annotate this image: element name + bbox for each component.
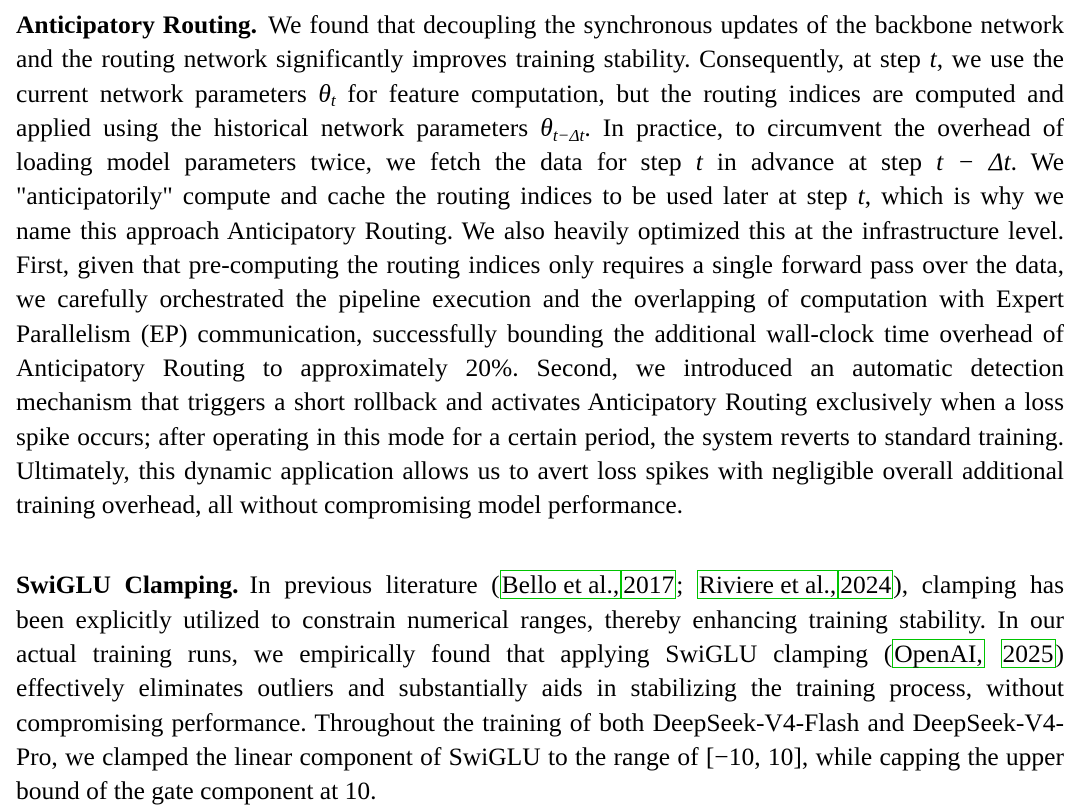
math-theta-t-minus-delta-t	[540, 112, 585, 145]
paragraph-text-segment: for feature computation, but the routing indices are computed and applied using the historical network parameters	[16, 78, 1064, 142]
citation-bello-2017[interactable]	[500, 570, 677, 599]
math-theta-t	[318, 78, 336, 111]
theta-symbol: θ	[540, 112, 553, 142]
paragraph-anticipatory-routing	[16, 8, 1064, 522]
citation-author-link[interactable]: OpenAI,	[894, 639, 983, 669]
paragraph-text-segment: , we use the current network parameters	[16, 44, 1064, 108]
theta-subscript: t−Δt	[552, 125, 585, 145]
math-variable-t: t	[929, 44, 937, 74]
citation-author-link[interactable]: Bello et al.,	[501, 570, 620, 600]
paragraph-text-segment: We found that decoupling the synchronous updates of the backbone network and the routing network significantly improves training stability. Consequently, at step	[16, 10, 1064, 74]
citation-year-link[interactable]: 2025	[1002, 639, 1054, 669]
math-variable-t: t	[857, 181, 865, 211]
theta-subscript: t	[330, 91, 336, 111]
theta-symbol: θ	[318, 78, 331, 108]
math-expression-t-minus-delta-t: t − Δt	[936, 147, 1011, 177]
citation-year-link[interactable]: 2017	[623, 570, 675, 600]
paragraph-swiglu-clamping	[16, 568, 1064, 808]
paragraph-text-segment: ;	[676, 570, 697, 600]
paragraph-text-segment: in advance at step	[716, 147, 923, 177]
citation-year-link[interactable]: 2024	[840, 570, 892, 600]
paragraph-text-segment: In previous literature (	[249, 570, 500, 600]
paragraph-runin-heading: Anticipatory Routing.	[16, 10, 258, 39]
paragraph-runin-heading: SwiGLU Clamping.	[16, 570, 239, 600]
math-variable-t: t	[695, 147, 703, 177]
paragraph-text-segment: , which is why we name this approach Anticipatory Routing. We also heavily optimized this at the infrastructure level. First, given that pre-computing the routing indices only requires a single forward pass over the data, we carefully orchestrated the pipeline execution and the overlapping of computation with Expert Parallelism (EP) communication, successfully bounding the additional wall-clock time overhead of Anticipatory Routing to approximately 20%. Second, we introduced an automatic detection mechanism that triggers a short rollback and activates Anticipatory Routing exclusively when a loss spike occurs; after operating in this mode for a certain period, the system reverts to standard training. Ultimately, this dynamic application allows us to avert loss spikes with negligible overall additional training overhead, all without compromising model performance.	[16, 181, 1064, 520]
citation-openai-2025[interactable]	[892, 639, 1055, 668]
paragraph-text-segment: . We "anticipatorily" compute and cache the routing indices to be used later at step	[16, 147, 1065, 211]
citation-author-link[interactable]: Riviere et al.,	[698, 570, 837, 600]
paragraph-text-segment: . In practice, to circumvent the overhead of loading model parameters twice, we fetch the data for step	[16, 112, 1064, 177]
paragraph-text-segment: ) effectively eliminates outliers and substantially aids in stabilizing the training process, without compromising performance. Throughout the training of both DeepSeek-V4-Flash and DeepSeek-V4-Pro, we clamped the linear component of SwiGLU to the range of [−10, 10], while capping the upper bound of the gate component at 10.	[16, 639, 1064, 806]
paragraph-text-segment: ), clamping has been explicitly utilized to constrain numerical ranges, thereby enhancing training stability. In our actual training runs, we empirically found that applying SwiGLU clamping (	[16, 570, 1065, 669]
citation-riviere-2024[interactable]	[697, 570, 893, 599]
